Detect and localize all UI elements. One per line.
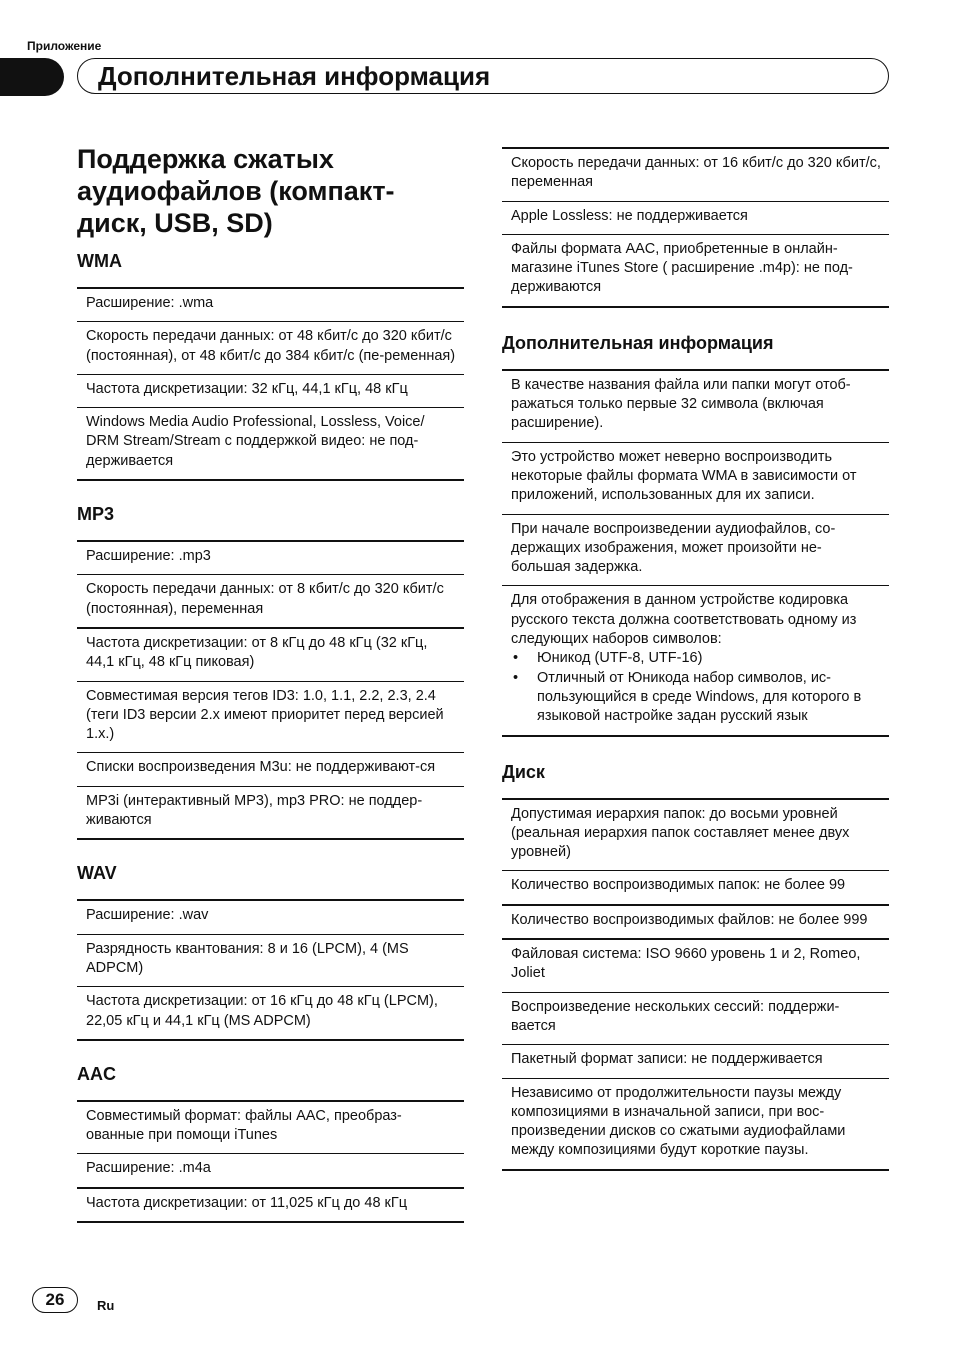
table-cell: Файловая система: ISO 9660 уровень 1 и 2, Romeo, Joliet (502, 939, 889, 992)
table-cell: Независимо от продолжительности паузы между композициями в изначальной записи, при вос-произведении дисков со сжатыми аудиофайлами между композициями будут короткие паузы. (502, 1078, 889, 1170)
mp3-table (77, 540, 464, 840)
encoding-list (511, 649, 881, 726)
table-cell: Расширение: .wma (77, 288, 464, 322)
wav-table (77, 899, 464, 1040)
aac-continued-table (502, 147, 889, 308)
aac-table (77, 1100, 464, 1223)
chapter-title: Дополнительная информация (98, 61, 491, 91)
list-item: • Отличный от Юникода набор символов, ис-пользующийся в среде Windows, для которого в языковой настройке задан русский язык (511, 669, 881, 727)
table-cell: Количество воспроизводимых файлов: не более 999 (502, 905, 889, 939)
wma-table (77, 287, 464, 481)
section-label: Приложение (27, 39, 102, 53)
table-row (502, 148, 889, 201)
table-cell: Совместимая версия тегов ID3: 1.0, 1.1, 2.2, 2.3, 2.4 (теги ID3 версии 2.x имеют приоритет перед версией 1.x.) (77, 681, 464, 753)
page-title: Поддержка сжатых аудиофайлов (компакт-диск, USB, SD) (77, 144, 395, 238)
table-cell: Списки воспроизведения M3u: не поддерживают-ся (77, 753, 464, 786)
extra-info-heading: Дополнительная информация (502, 332, 774, 353)
table-row (77, 753, 464, 786)
table-cell: Расширение: .wav (77, 900, 464, 934)
section-tab (0, 58, 64, 96)
table-cell: Файлы формата AAC, приобретенные в онлайн-магазине iTunes Store ( расширение .m4p): не под-держиваются (502, 234, 889, 306)
table-cell: Скорость передачи данных: от 16 кбит/с до 320 кбит/с, переменная (502, 148, 889, 201)
table-cell: Пакетный формат записи: не поддерживается (502, 1045, 889, 1078)
table-row (502, 799, 889, 871)
table-cell: Windows Media Audio Professional, Lossless, Voice/ DRM Stream/Stream с поддержкой видео: не под-держивается (77, 408, 464, 480)
table-row (502, 1078, 889, 1170)
table-cell: При начале воспроизведении аудиофайлов, со-держащих изображения, может произойти не-большая задержка. (502, 514, 889, 586)
table-row (502, 514, 889, 586)
table-row (77, 575, 464, 628)
table-row (77, 987, 464, 1040)
table-row (502, 234, 889, 306)
table-row (502, 939, 889, 992)
table-row (502, 1045, 889, 1078)
table-cell: Разрядность квантования: 8 и 16 (LPCM), 4 (MS ADPCM) (77, 934, 464, 987)
table-row (77, 408, 464, 480)
table-row (77, 786, 464, 839)
table-cell: Частота дискретизации: от 11,025 кГц до 48 кГц (77, 1188, 464, 1222)
table-cell: Apple Lossless: не поддерживается (502, 201, 889, 234)
table-row (77, 288, 464, 322)
language-label: Ru (97, 1298, 115, 1313)
table-row (502, 442, 889, 514)
table-row (502, 992, 889, 1045)
table-cell: Расширение: .mp3 (77, 541, 464, 575)
left-column (77, 143, 464, 1245)
table-row (502, 370, 889, 442)
table-cell: В качестве названия файла или папки могут отоб-ражаться только первые 32 символа (включая расширение). (502, 370, 889, 442)
table-cell: Количество воспроизводимых папок: не более 99 (502, 871, 889, 905)
table-row (77, 322, 464, 375)
page-number: 26 (32, 1287, 78, 1313)
table-row (77, 1188, 464, 1222)
table-row (502, 586, 889, 736)
table-cell (502, 586, 889, 736)
table-cell: Скорость передачи данных: от 48 кбит/с до 320 кбит/с (постоянная), от 48 кбит/с до 384 кбит/с (пе-ременная) (77, 322, 464, 375)
table-cell: Частота дискретизации: 32 кГц, 44,1 кГц, 48 кГц (77, 374, 464, 407)
table-row (77, 934, 464, 987)
table-row (502, 905, 889, 939)
table-row (77, 374, 464, 407)
wav-heading: WAV (77, 863, 117, 884)
table-cell: Расширение: .m4a (77, 1154, 464, 1188)
mp3-heading: MP3 (77, 504, 115, 525)
table-row (502, 201, 889, 234)
chapter-header (77, 58, 889, 94)
table-cell: Воспроизведение нескольких сессий: поддержи-вается (502, 992, 889, 1045)
table-cell: Это устройство может неверно воспроизводить некоторые файлы формата WMA в зависимости от приложений, использованных для их записи. (502, 442, 889, 514)
table-cell: MP3i (интерактивный MP3), mp3 PRO: не поддер-живаются (77, 786, 464, 839)
disc-heading: Диск (502, 761, 545, 782)
encoding-text: Для отображения в данном устройстве кодировка русского текста должна соответствовать одному из следующих наборов символов: (511, 592, 857, 648)
table-cell: Скорость передачи данных: от 8 кбит/с до 320 кбит/с (постоянная), переменная (77, 575, 464, 628)
right-column (502, 147, 889, 1195)
extra-info-table (502, 369, 889, 737)
table-cell: Совместимый формат: файлы AAC, преобраз-ованные при помощи iTunes (77, 1101, 464, 1154)
table-row (77, 681, 464, 753)
disc-table (502, 798, 889, 1171)
table-row (77, 1154, 464, 1188)
table-row (77, 900, 464, 934)
table-row (77, 541, 464, 575)
table-row (502, 871, 889, 905)
table-cell: Частота дискретизации: от 8 кГц до 48 кГц (32 кГц, 44,1 кГц, 48 кГц пиковая) (77, 628, 464, 681)
list-item: • Юникод (UTF-8, UTF-16) (511, 649, 881, 668)
table-row (77, 628, 464, 681)
table-row (77, 1101, 464, 1154)
table-cell: Допустимая иерархия папок: до восьми уровней (реальная иерархия папок составляет менее двух уровней) (502, 799, 889, 871)
table-cell: Частота дискретизации: от 16 кГц до 48 кГц (LPCM), 22,05 кГц и 44,1 кГц (MS ADPCM) (77, 987, 464, 1040)
wma-heading: WMA (77, 251, 122, 271)
aac-heading: AAC (77, 1063, 116, 1084)
